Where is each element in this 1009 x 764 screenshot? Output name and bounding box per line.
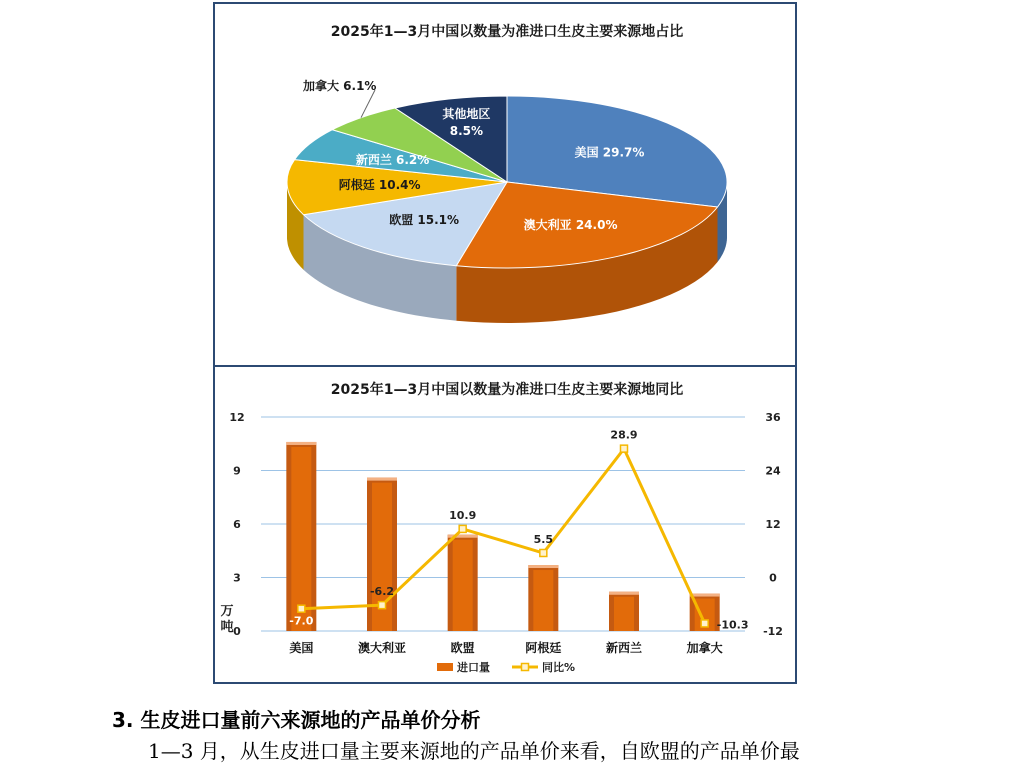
bar-top-3 <box>528 565 558 568</box>
line-series-yoy <box>301 449 704 624</box>
x-tick-label: 澳大利亚 <box>357 641 407 655</box>
y-tick-label: 6 <box>233 518 241 531</box>
pie-label-0: 美国 29.7% <box>574 145 645 160</box>
legend-swatch-bar <box>437 663 453 671</box>
pie-label-3: 阿根廷 10.4% <box>338 178 421 193</box>
legend-label-bar: 进口量 <box>457 661 490 674</box>
line-data-label-5: -10.3 <box>716 618 749 632</box>
x-tick-label: 欧盟 <box>450 641 475 655</box>
bar-top-0 <box>286 442 316 445</box>
y-tick-label: 0 <box>233 625 241 638</box>
line-point-3 <box>540 549 547 556</box>
y-tick-label: 9 <box>233 464 241 478</box>
bar-top-1 <box>367 478 397 481</box>
y2-tick-label: 36 <box>765 411 781 424</box>
pie-label-1: 澳大利亚 24.0% <box>523 218 618 233</box>
pie-label-4: 新西兰 6.2% <box>355 152 430 167</box>
line-point-4 <box>621 445 628 452</box>
line-point-0 <box>298 605 305 612</box>
pie-label-5: 加拿大 6.1% <box>303 79 377 93</box>
line-point-5 <box>701 620 708 627</box>
y2-tick-label: 0 <box>769 571 777 585</box>
legend-marker-line <box>522 664 529 671</box>
pie-value-6: 8.5% <box>449 123 484 138</box>
pie-chart-title: 2025年1—3月中国以数量为准进口生皮主要来源地占比 <box>330 24 684 40</box>
x-tick-label: 美国 <box>289 641 314 655</box>
y-axis-label-char: 万 <box>220 604 234 619</box>
bar-face-0 <box>289 447 314 631</box>
pie-label-6: 其他地区 <box>442 106 491 121</box>
pie-chart <box>215 4 795 364</box>
legend-label-line: 同比% <box>542 661 576 674</box>
line-data-label-0: -7.0 <box>289 614 314 628</box>
line-data-label-4: 28.9 <box>610 428 638 442</box>
line-data-label-1: -6.2 <box>369 585 395 599</box>
body-paragraph: 1—3 月，从生皮进口量主要来源地的产品单价来看，自欧盟的产品单价最 <box>148 739 800 763</box>
line-point-1 <box>379 602 386 609</box>
combo-chart-title: 2025年1—3月中国以数量为准进口生皮主要来源地同比 <box>330 382 684 398</box>
bar-top-5 <box>690 594 720 597</box>
bar-top-4 <box>609 592 639 595</box>
y-tick-label: 3 <box>233 571 241 585</box>
x-tick-label: 加拿大 <box>686 641 723 655</box>
x-tick-label: 新西兰 <box>605 641 643 655</box>
bar-face-2 <box>453 540 473 631</box>
bar-face-3 <box>533 570 553 631</box>
y-axis-label-char: 吨 <box>220 620 234 635</box>
line-data-label-2: 10.9 <box>449 508 477 522</box>
x-tick-label: 阿根廷 <box>525 641 562 655</box>
y2-tick-label: -12 <box>763 625 783 638</box>
y-tick-label: 12 <box>229 411 245 424</box>
bar-face-4 <box>614 597 634 631</box>
y2-tick-label: 24 <box>765 464 781 478</box>
combo-chart <box>215 367 795 682</box>
line-point-2 <box>459 525 466 532</box>
line-data-label-3: 5.5 <box>533 532 554 546</box>
pie-label-2: 欧盟 15.1% <box>389 212 460 227</box>
y2-tick-label: 12 <box>765 518 781 531</box>
section-heading: 3. 生皮进口量前六来源地的产品单价分析 <box>112 708 481 732</box>
